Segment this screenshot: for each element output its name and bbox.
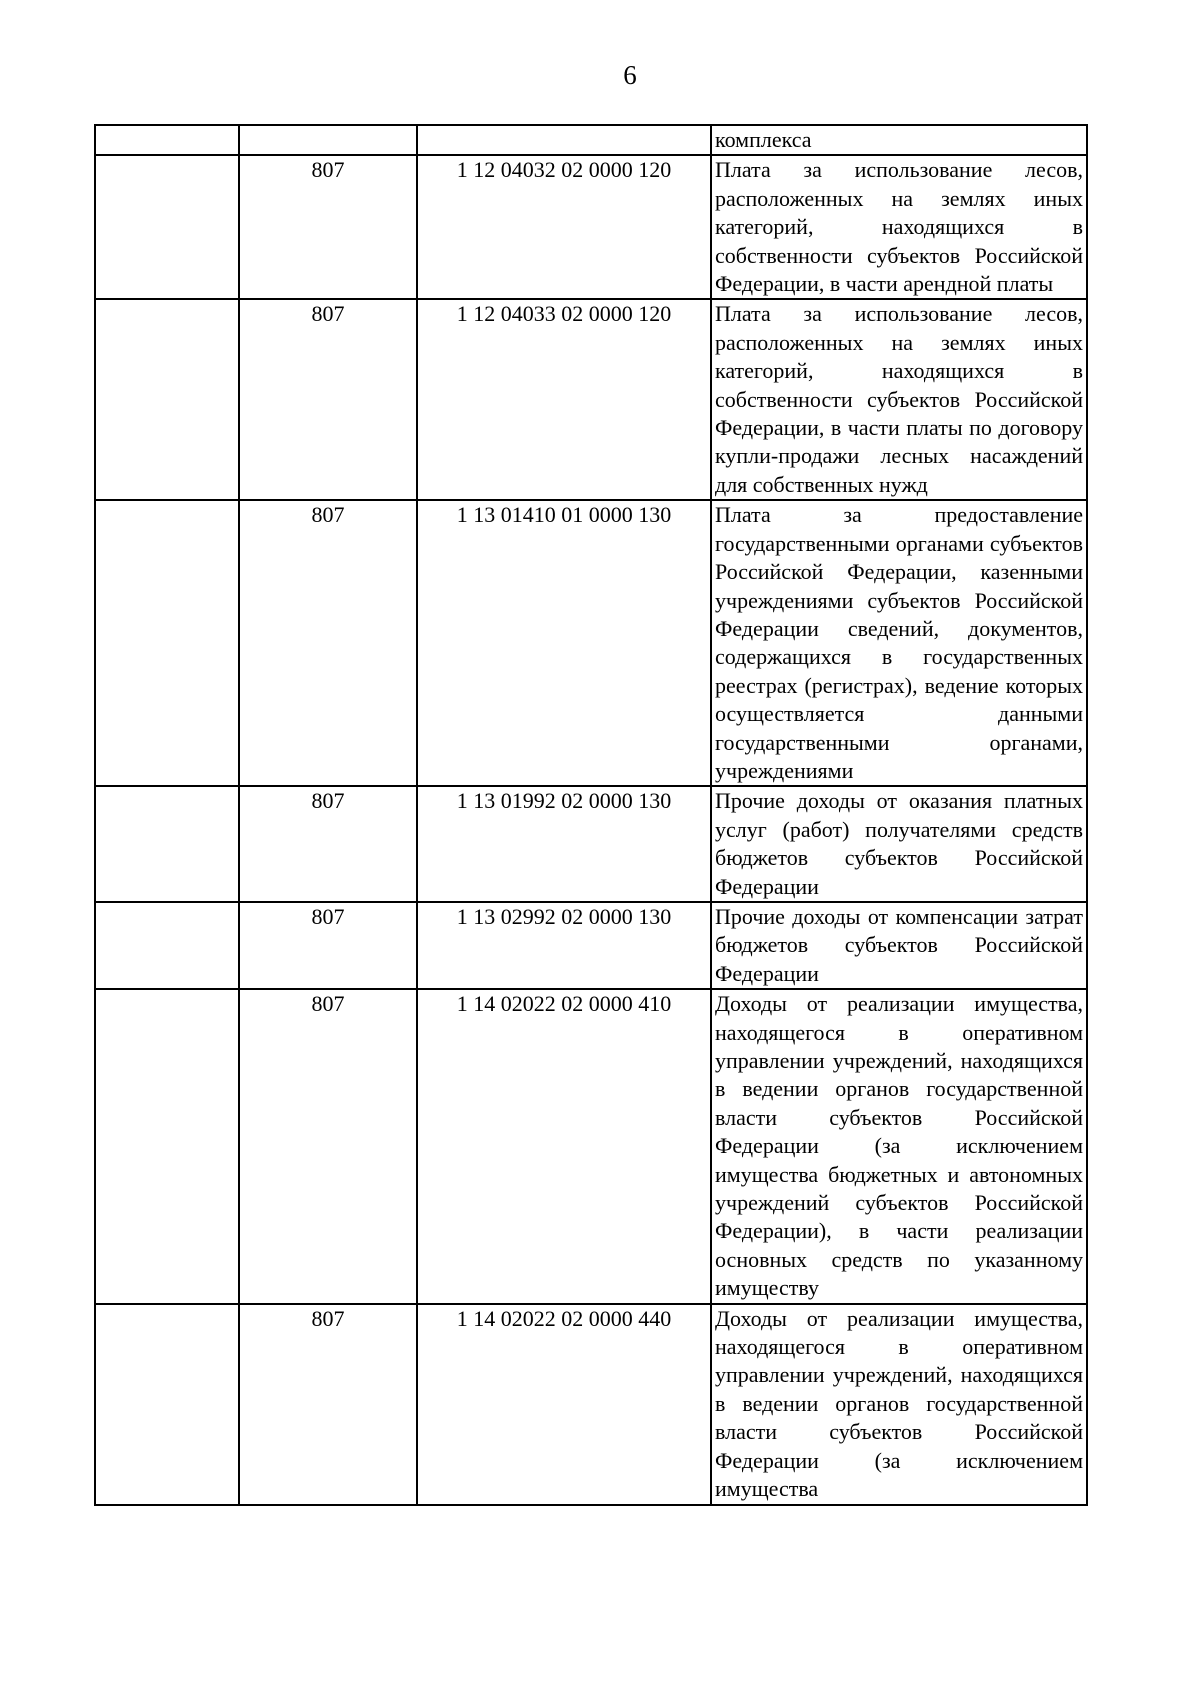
blank-cell <box>95 902 239 989</box>
admin-code-cell <box>239 125 417 155</box>
admin-code-cell: 807 <box>239 786 417 902</box>
admin-code-cell: 807 <box>239 989 417 1303</box>
revenue-codes-table <box>94 124 1088 1506</box>
description-text: Плата за использование лесов, расположенных на землях иных категорий, находящихся в собственности субъектов Российской Федерации, в части арендной платы <box>715 157 1083 297</box>
description-text: Плата за использование лесов, расположенных на землях иных категорий, находящихся в собственности субъектов Российской Федерации, в части платы по договору купли-продажи лесных насаждений для собственных нужд <box>715 301 1083 497</box>
admin-code-cell: 807 <box>239 1304 417 1505</box>
description-cell <box>711 1304 1087 1505</box>
description-text: Доходы от реализации имущества, находящегося в оперативном управлении учреждений, находящихся в ведении органов государственной власти субъектов Российской Федерации (за исключением имущества <box>715 1305 1083 1502</box>
description-text: Прочие доходы от компенсации затрат бюджетов субъектов Российской Федерации <box>715 903 1083 986</box>
table-row <box>95 989 1087 1303</box>
description-cell <box>711 902 1087 989</box>
description-cell <box>711 786 1087 902</box>
description-text: Прочие доходы от оказания платных услуг (работ) получателями средств бюджетов субъектов Российской Федерации <box>715 788 1083 899</box>
blank-cell <box>95 299 239 500</box>
blank-cell <box>95 786 239 902</box>
table-row <box>95 1304 1087 1505</box>
blank-cell <box>95 500 239 786</box>
admin-code-cell: 807 <box>239 299 417 500</box>
description-text: комплекса <box>715 127 812 152</box>
table-row <box>95 786 1087 902</box>
revenue-code-cell: 1 12 04032 02 0000 120 <box>417 155 711 299</box>
table-row <box>95 155 1087 299</box>
description-text: Плата за предоставление государственными органами субъектов Российской Федерации, казенными учреждениями субъектов Российской Федерации сведений, документов, содержащихся в государственных реестрах (регистрах), ведение которых осуществляется данными государственными органами, учреждениями <box>715 502 1083 783</box>
description-text: Доходы от реализации имущества, находящегося в оперативном управлении учреждений, находящихся в ведении органов государственной власти субъектов Российской Федерации (за исключением имущества бюджетных и автономных учреждений субъектов Российской Федерации), в части реализации основных средств по указанному имуществу <box>715 991 1083 1301</box>
blank-cell <box>95 989 239 1303</box>
description-cell <box>711 155 1087 299</box>
revenue-code-cell: 1 12 04033 02 0000 120 <box>417 299 711 500</box>
description-cell <box>711 125 1087 155</box>
description-cell <box>711 989 1087 1303</box>
revenue-code-cell: 1 14 02022 02 0000 410 <box>417 989 711 1303</box>
revenue-code-cell: 1 13 02992 02 0000 130 <box>417 902 711 989</box>
description-cell <box>711 299 1087 500</box>
revenue-code-cell: 1 13 01410 01 0000 130 <box>417 500 711 786</box>
blank-cell <box>95 125 239 155</box>
admin-code-cell: 807 <box>239 902 417 989</box>
table-row <box>95 125 1087 155</box>
table-row <box>95 500 1087 786</box>
blank-cell <box>95 155 239 299</box>
admin-code-cell: 807 <box>239 500 417 786</box>
table-row <box>95 299 1087 500</box>
blank-cell <box>95 1304 239 1505</box>
description-cell <box>711 500 1087 786</box>
page-number: 6 <box>623 60 637 90</box>
revenue-code-cell <box>417 125 711 155</box>
table-row <box>95 902 1087 989</box>
revenue-code-cell: 1 13 01992 02 0000 130 <box>417 786 711 902</box>
revenue-code-cell: 1 14 02022 02 0000 440 <box>417 1304 711 1505</box>
admin-code-cell: 807 <box>239 155 417 299</box>
